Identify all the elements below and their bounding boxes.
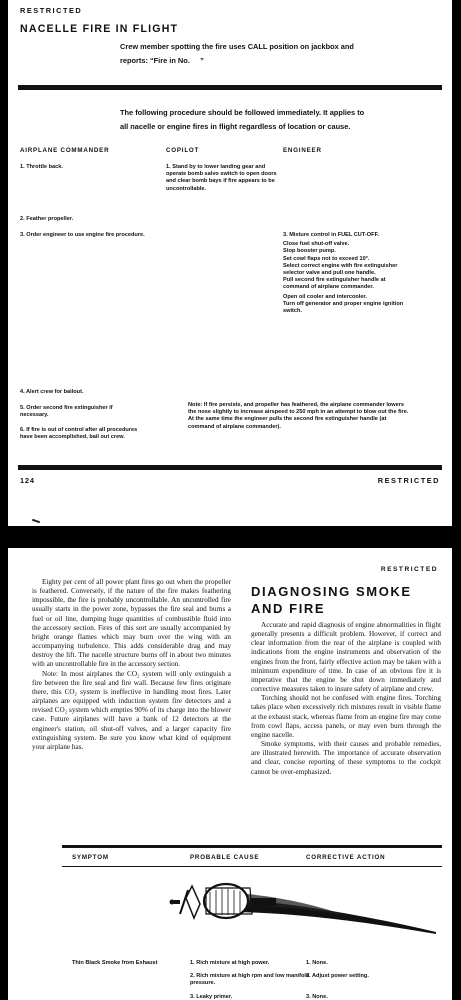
cause-cell-2: 2. Rich mixture at high rpm and low manifold pressure.: [190, 973, 310, 987]
intro-text: [120, 42, 440, 66]
commander-step-3: 3. Order engineer to use engine fire procedure.: [20, 232, 145, 238]
engine-nacelle-smoke-illustration: [148, 870, 438, 950]
engineer-item: Pull second fire extinguisher handle at command of airplane commander.: [283, 277, 386, 291]
action-cell-2: 2. Adjust power setting.: [306, 973, 369, 979]
engineer-item: Set cowl flaps not to exceed 10°.: [283, 255, 370, 262]
engineer-step-3: 3. Mixture control in FUEL CUT-OFF.: [283, 232, 379, 238]
intro-line-2: reports: “Fire in No. ”: [120, 55, 204, 65]
footer-rule: [18, 465, 442, 470]
commander-step-6: 6. If fire is out of control after all procedures have been accomplished, bail out crew.: [20, 427, 138, 441]
page-header-restricted: RESTRICTED: [20, 6, 83, 15]
section-rule: [18, 85, 442, 90]
engineer-item: Close fuel shut-off valve.: [283, 241, 350, 248]
page-124: [8, 0, 452, 526]
engineer-item: Open oil cooler and intercooler.: [283, 293, 367, 300]
scan-mark: [32, 519, 40, 524]
right-column-text: [251, 621, 441, 777]
paragraph-smoke: Smoke symptoms, with their causes and probable remedies, are illustrated herewith. The importance of accurate observation and clear, concise reporting of these symptoms to the cockpit cannot be over-emphasized.: [251, 740, 441, 776]
page-125: [8, 548, 452, 1000]
commander-step-4: 4. Alert crew for bailout.: [20, 389, 84, 395]
paragraph-co2-note: Note: In most airplanes the CO₂ system will only extinguish a fire between the fire seal and fire wall. Because few fires originate there, this CO₂ system is ineffective in handling most fires. Later airplanes are equipped with induction system fire detectors and a revised CO₂ system which empties 90% of its charge into the blower case. Future airplanes will have a bank of 12 detectors at the engineer's station, oil shut-off valves, and a larger capacity fire extinguishing system. Be sure you know what kind of equipment your airplane has.: [32, 669, 231, 751]
action-cell-3: 3. None.: [306, 994, 328, 1000]
procedure-line-2: all nacelle or engine fires in flight regardless of location or cause.: [120, 121, 351, 131]
page-title: NACELLE FIRE IN FLIGHT: [20, 23, 179, 35]
commander-step-1: 1. Throttle back.: [20, 164, 63, 170]
page-header-restricted: RESTRICTED: [380, 566, 438, 573]
commander-step-5: 5. Order second fire extinguisher if necessary.: [20, 405, 113, 419]
paragraph-feathering: Eighty per cent of all power plant fires go out when the propeller is feathered. Conversely, if the nature of the fire makes feathering impossible, the fire is probably uncontrollable. An uncontrolled fire usually starts in the power zone, bypasses the fire seal and burns a fuel or oil line, dumping huge quantities of combustible fluid into the accessory section. Fires of this sort are usually accompanied by bright orange flames which may burn over the wing with an accompanying turbulence. This adds considerable drag and may destroy the lift. The nacelle structure burns off in about two minutes with an uncontrollable fire in the accessory section.: [32, 578, 231, 669]
page-number: 124: [20, 476, 35, 485]
table-header-rule: [62, 866, 442, 867]
footer-restricted: RESTRICTED: [377, 476, 440, 485]
cause-cell-1: 1. Rich mixture at high power.: [190, 960, 270, 966]
engineer-item: Select correct engine with fire extinguisher selector valve and pull one handle.: [283, 262, 398, 277]
engineer-steps: [283, 232, 409, 315]
column-header-copilot: COPILOT: [166, 147, 200, 154]
paragraph-torching: Torching should not be confused with engine fires. Torching takes place when excessively rich mixtures result in visible flame at the exhaust stack, whereas flame from an engine fire may come from cowl flaps, access panels, or may even burn through the engine nacelle.: [251, 694, 441, 739]
commander-step-2: 2. Feather propeller.: [20, 216, 74, 222]
table-top-rule: [62, 845, 442, 848]
column-header-action: CORRECTIVE ACTION: [306, 854, 386, 861]
procedure-line-1: The following procedure should be followed immediately. It applies to: [120, 108, 365, 117]
column-header-commander: AIRPLANE COMMANDER: [20, 147, 110, 154]
copilot-step-1: 1. Stand by to lower landing gear and operate bomb salvo switch to open doors and clear bomb bays if fire appears to be uncontrollable.: [166, 164, 277, 192]
column-header-engineer: ENGINEER: [283, 147, 322, 154]
procedure-text: [120, 108, 446, 132]
intro-line-1: Crew member spotting the fire uses CALL position on jackbox and: [120, 42, 354, 51]
cause-cell-3: 3. Leaky primer.: [190, 994, 233, 1000]
left-column-text: [32, 578, 231, 752]
section-title: DIAGNOSING SMOKE AND FIRE: [251, 584, 412, 616]
engineer-item: Turn off generator and proper engine ignition switch.: [283, 300, 404, 315]
column-header-cause: PROBABLE CAUSE: [190, 854, 260, 861]
column-header-symptom: SYMPTOM: [72, 854, 109, 861]
paragraph-diagnosis: Accurate and rapid diagnosis of engine abnormalities in flight generally presents a difficult problem. However, if correct and clear information from the rear of the airplane is coupled with indications from the engine instruments and observation of the engines from the front, fairly effective action may be taken with a minimum expenditure of time. In case of an obvious fire it is imperative that the engine be shut down immediately and corrective measures taken to insure safety of airplane and crew.: [251, 621, 441, 694]
symptom-label: Thin Black Smoke from Exhaust: [72, 960, 158, 966]
feather-note: Note: If fire persists, and propeller has feathered, the airplane commander lowers the nose slightly to increase airspeed to 250 mph in an attempt to blow out the fire. At the same time the engineer pulls the second fire extinguisher handle (at command of airplane commander).: [188, 402, 409, 430]
engineer-item: Stop booster pump.: [283, 248, 336, 255]
action-cell-1: 1. None.: [306, 960, 328, 966]
